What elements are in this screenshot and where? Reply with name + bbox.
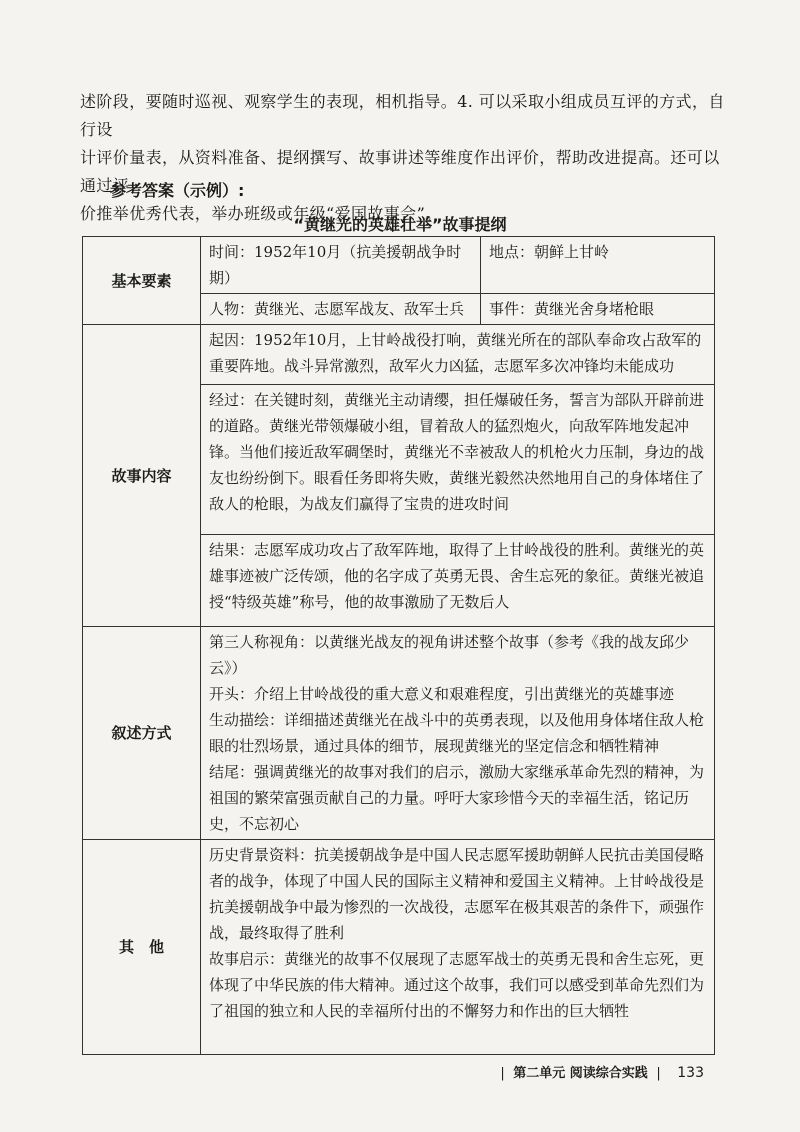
page-number: 133 <box>677 1065 704 1081</box>
people-cell: 人物：黄继光、志愿军战友、敌军士兵 <box>201 294 481 325</box>
time-cell: 时间：1952年10月（抗美援朝战争时期） <box>201 237 481 294</box>
other-line: 故事启示：黄继光的故事不仅展现了志愿军战士的英勇无畏和舍生忘死，更体现了中华民族的伟大精神。通过这个故事，我们可以感受到革命先烈们为了祖国的独立和人民的幸福所付出的不懈努力和作出的巨大牺牲 <box>209 950 705 1020</box>
table-title: “黄继光的英雄壮举”故事提纲 <box>293 215 507 234</box>
narration-cell <box>201 627 715 840</box>
story-cause: 起因：1952年10月，上甘岭战役打响，黄继光所在的部队奉命攻占敌军的重要阵地。战斗异常激烈，敌军火力凶猛，志愿军多次冲锋均未能成功 <box>209 331 702 375</box>
narration-header: 叙述方式 <box>83 627 201 840</box>
footer-section: 第二单元 <box>513 1066 566 1081</box>
intro-line: 述阶段，要随时巡视、观察学生的表现，相机指导。4. 可以采取小组成员互评的方式，自行设 <box>80 92 725 139</box>
other-line: 历史背景资料：抗美援朝战争是中国人民志愿军援助朝鲜人民抗击美国侵略者的战争，体现了中国人民的国际主义精神和爱国主义精神。上甘岭战役是抗美援朝战争中最为惨烈的一次战役，志愿军在极其艰苦的条件下，顽强作战，最终取得了胜利 <box>209 846 705 942</box>
other-header: 其 他 <box>83 840 201 1055</box>
story-content-header: 故事内容 <box>83 325 201 627</box>
story-result-cell <box>201 535 715 627</box>
intro-line: 计评价量表，从资料准备、提纲撰写、故事讲述等维度作出评价，帮助改进提高。还可以通过评 <box>80 148 720 195</box>
narration-line: 第三人称视角：以黄继光战友的视角讲述整个故事（参考《我的战友邱少云》） <box>209 633 690 677</box>
narration-line: 生动描绘：详细描述黄继光在战斗中的英勇表现，以及他用身体堵住敌人枪眼的壮烈场景，通过具体的细节，展现黄继光的坚定信念和牺牲精神 <box>209 711 705 755</box>
page-footer: | 第二单元 阅读综合实践 | 133 <box>500 1065 704 1081</box>
story-cause-cell <box>201 325 715 385</box>
story-process-cell <box>201 385 715 535</box>
footer-title: 阅读综合实践 <box>569 1066 648 1081</box>
narration-line: 开头：介绍上甘岭战役的重大意义和艰难程度，引出黄继光的英雄事迹 <box>209 685 675 703</box>
basic-elements-header: 基本要素 <box>83 237 201 325</box>
answer-label: 参考答案（示例）: <box>110 181 245 200</box>
narration-line: 结尾：强调黄继光的故事对我们的启示，激励大家继承革命先烈的精神，为祖国的繁荣富强贡献自己的力量。呼吁大家珍惜今天的幸福生活，铭记历史，不忘初心 <box>209 763 705 833</box>
story-process: 经过：在关键时刻，黄继光主动请缨，担任爆破任务，誓言为部队开辟前进的道路。黄继光带领爆破小组，冒着敌人的猛烈炮火，向敌军阵地发起冲锋。当他们接近敌军碉堡时，黄继光不幸被敌人的机枪火力压制，身边的战友也纷纷倒下。眼看任务即将失败，黄继光毅然决然地用自己的身体堵住了敌人的枪眼，为战友们赢得了宝贵的进攻时间 <box>209 391 705 513</box>
intro-paragraph <box>80 88 725 228</box>
place-cell: 地点：朝鲜上甘岭 <box>481 237 715 294</box>
story-outline-table <box>82 236 715 1055</box>
other-cell <box>201 840 715 1055</box>
story-result: 结果：志愿军成功攻占了敌军阵地，取得了上甘岭战役的胜利。黄继光的英雄事迹被广泛传颂，他的名字成了英勇无畏、舍生忘死的象征。黄继光被追授“特级英雄”称号，他的故事激励了无数后人 <box>209 541 705 611</box>
intro-line: 价推举优秀代表，举办班级或年级“爱国故事会”。 <box>80 204 442 223</box>
event-cell: 事件：黄继光舍身堵枪眼 <box>481 294 715 325</box>
